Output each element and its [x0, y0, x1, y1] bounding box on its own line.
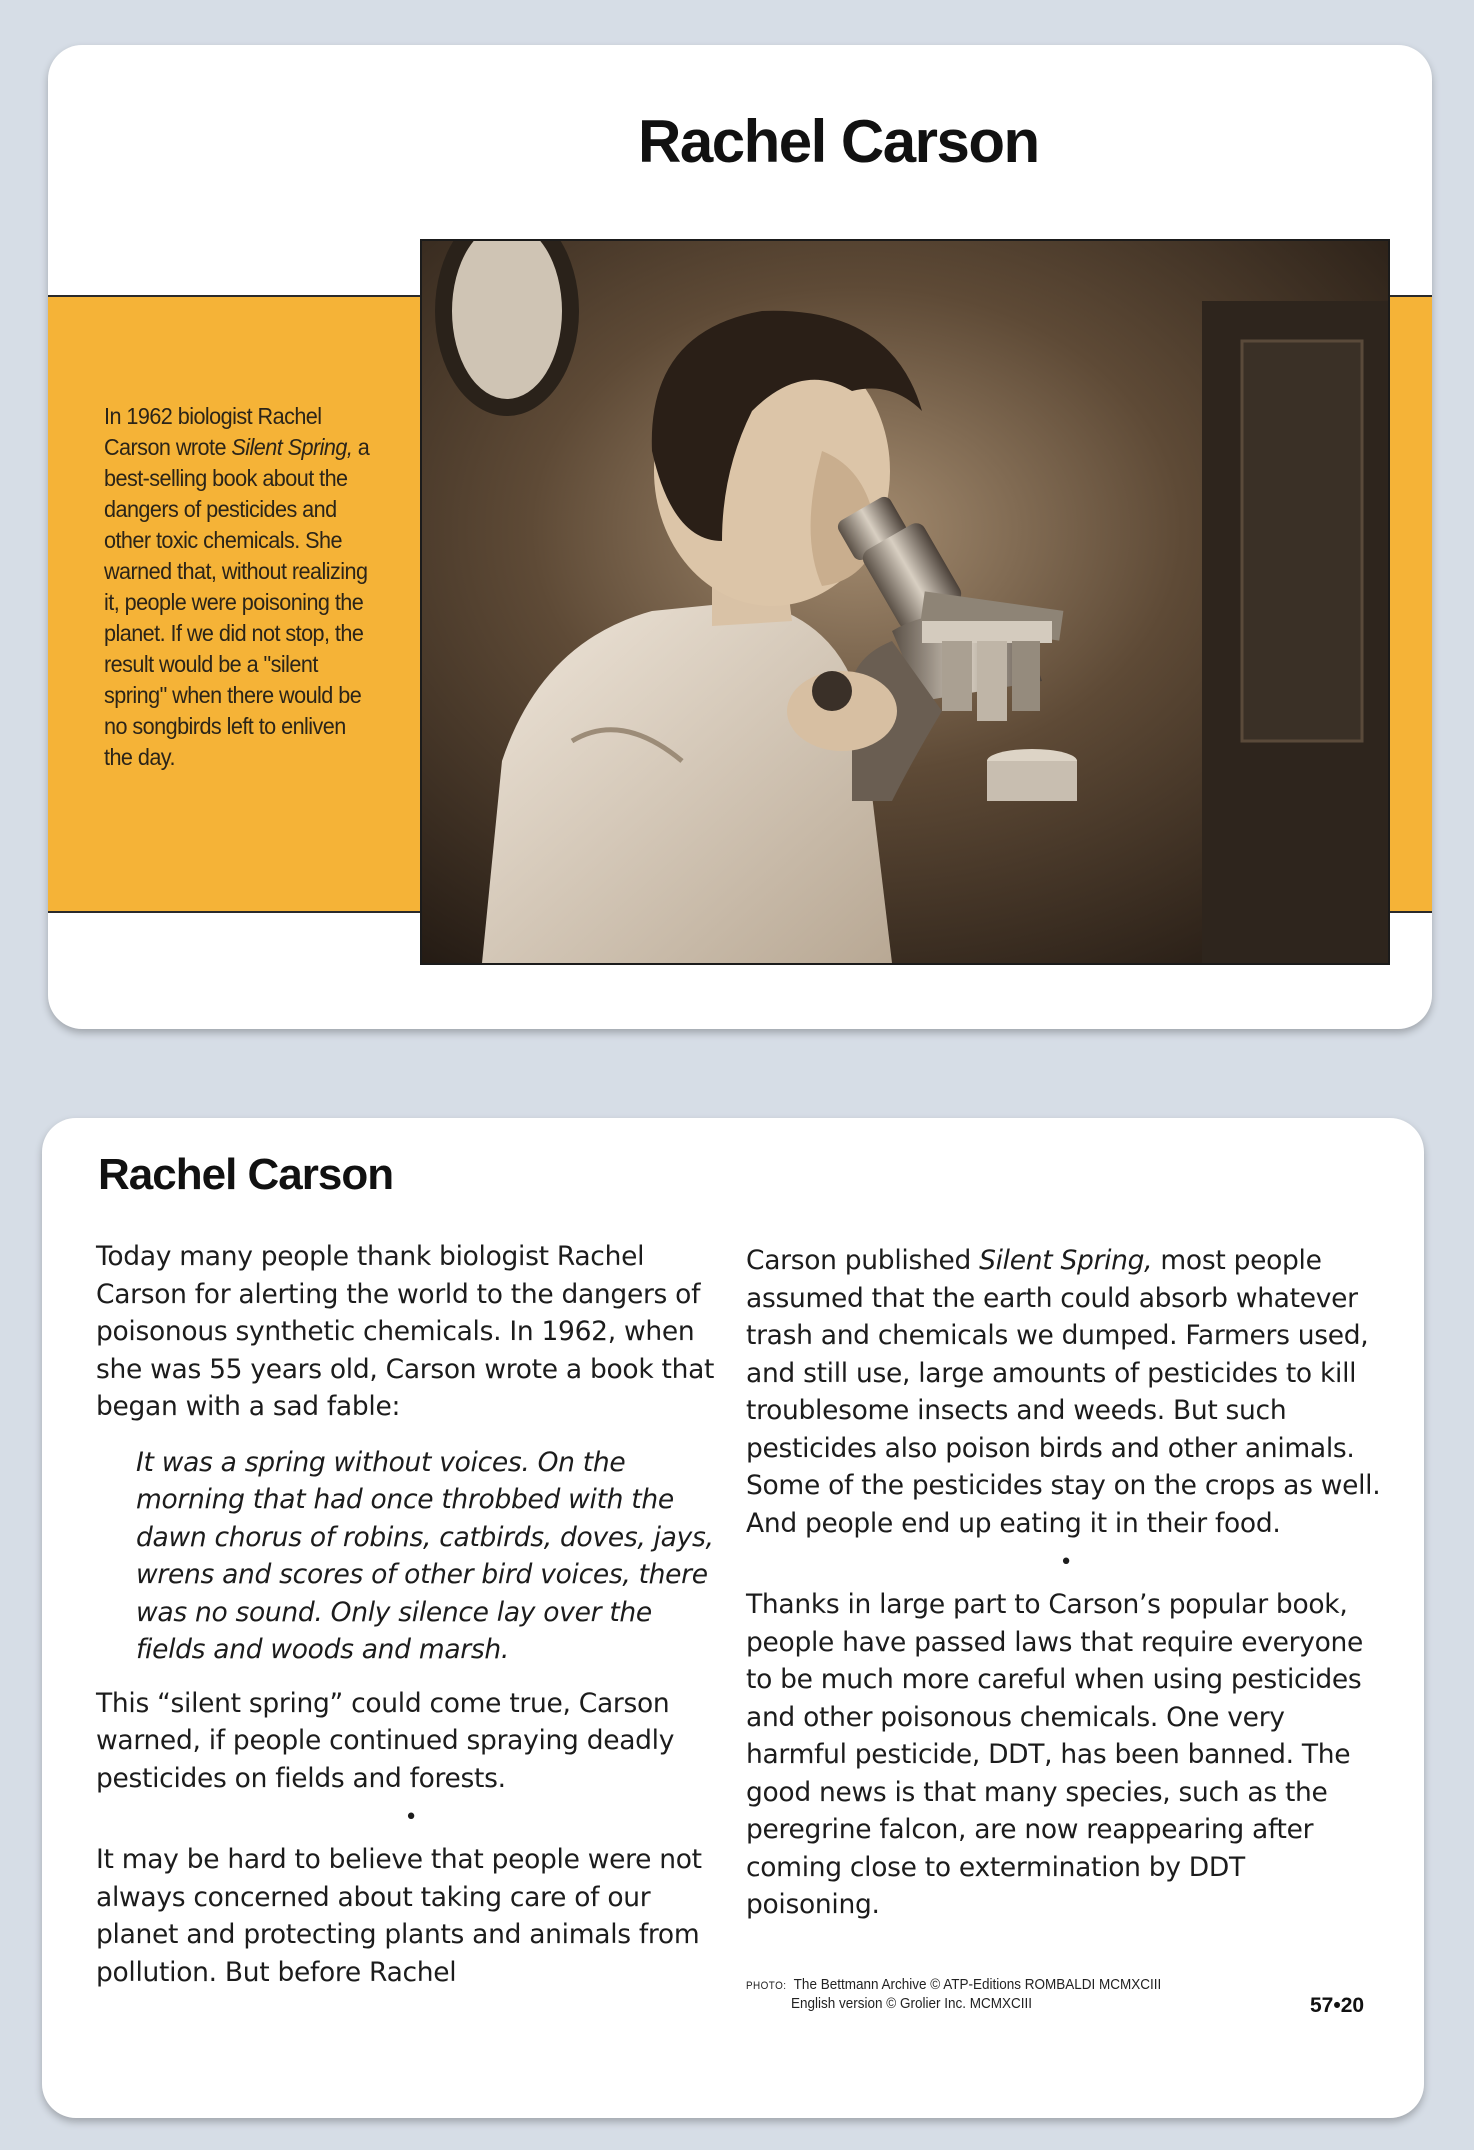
front-title: Rachel Carson — [638, 108, 1039, 175]
fable-quote: It was a spring without voices. On the morning that had once throbbed with the dawn chorus of robins, catbirds, doves, jays, wrens and scores of other bird voices, there was no sound. Only silence lay over the fields and woods and marsh. — [136, 1446, 714, 1665]
paragraph: Today many people thank biologist Rachel Carson for alerting the world to the dangers of poisonous synthetic chemicals. In 1962, when she was 55 years old, Carson wrote a book that began with a sad fable: — [96, 1241, 715, 1422]
paragraph: It may be hard to believe that people were not always concerned about taking care of our planet and protecting plants and animals from pollution. But before Rachel — [96, 1844, 702, 1988]
left-column — [96, 1238, 726, 2009]
paragraph: This “silent spring” could come true, Carson warned, if people continued spraying deadly pesticides on fields and forests. — [96, 1687, 675, 1794]
bullet-separator: • — [404, 1805, 418, 1830]
credit-line-2: English version © Grolier Inc. MCMXCIII — [791, 1995, 1033, 2012]
photo-label: PHOTO: — [746, 1980, 787, 1992]
card-number: 57•20 — [1310, 1994, 1365, 2017]
card-front — [48, 45, 1432, 1029]
paragraph: Carson published Silent Spring, most people assumed that the earth could absorb whatever trash and chemicals we dumped. Farmers used, and still use, large amounts of pesticides to kill troublesome insects and weeds. But such pesticides also poison birds and other animals. Some of the pesticides stay on the crops as well. And people end up eating it in their food. — [746, 1245, 1381, 1539]
right-column — [746, 1242, 1386, 1942]
back-title: Rachel Carson — [98, 1150, 394, 1199]
scientist-with-microscope-illustration — [422, 241, 1388, 963]
paragraph: Thanks in large part to Carson’s popular book, people have passed laws that require everyone to be much more careful when using pesticides and other poisonous chemicals. One very harmful pesticide, DDT, has been banned. The good news is that many species, such as the peregrine falcon, are now reappearing after coming close to extermination by DDT poisoning. — [746, 1589, 1363, 1920]
portrait-photo — [420, 239, 1390, 965]
front-blurb: In 1962 biologist Rachel Carson wrote Silent Spring, a best-selling book about the dangers of pesticides and other toxic chemicals. She warned that, without realizing it, people were poisoning the planet. If we did not stop, the result would be a "silent spring" when there would be no songbirds left to enliven the day. — [104, 403, 370, 770]
photo-credits — [746, 1976, 1322, 2013]
credit-line-1: The Bettmann Archive © ATP-Editions ROMBALDI MCMXCIII — [793, 1976, 1162, 1993]
card-back — [42, 1118, 1424, 2118]
bullet-separator: • — [1059, 1550, 1073, 1575]
